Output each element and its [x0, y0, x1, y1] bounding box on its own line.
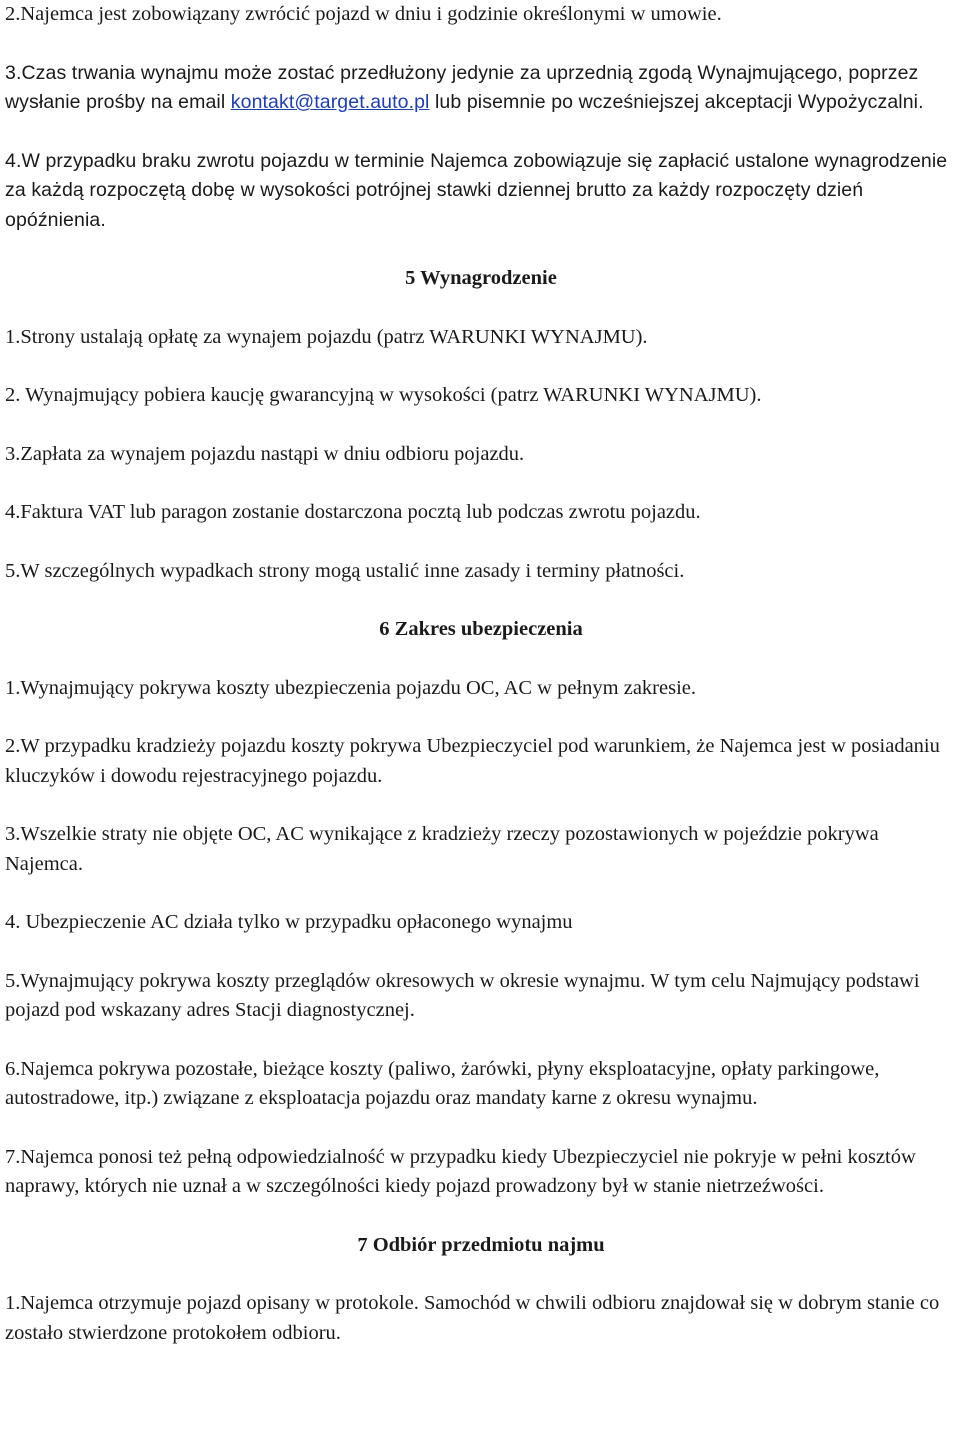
section6-item: 6.Najemca pokrywa pozostałe, bieżące koszty (paliwo, żarówki, płyny eksploatacyjne, opłaty parkingowe, autostradowe, itp.) związane z eksploatacja pojazdu oraz mandaty karne z okresu wynajmu.	[5, 1057, 880, 1109]
paragraph-extension-text: 3.Czas trwania wynajmu może zostać przedłużony jedynie za uprzednią zgodą Wynajmującego, poprzez wysłanie prośby na email	[5, 61, 919, 113]
paragraph-extension	[5, 59, 957, 118]
section6-item: 2.W przypadku kradzieży pojazdu koszty pokrywa Ubezpieczyciel pod warunkiem, że Najemca jest w posiadaniu kluczyków i dowodu rejestracyjnego pojazdu.	[5, 735, 940, 787]
section5-item: 1.Strony ustalają opłatę za wynajem pojazdu (patrz WARUNKI WYNAJMU).	[5, 325, 648, 348]
section-heading-pickup: 7 Odbiór przedmiotu najmu	[357, 1233, 605, 1256]
section6-item: 7.Najemca ponosi też pełną odpowiedzialność w przypadku kiedy Ubezpieczyciel nie pokryje w pełni kosztów naprawy, których nie uznał a w szczególności kiedy pojazd prowadzony był w stanie nietrzeźwości.	[5, 1145, 916, 1197]
document-page	[5, 0, 957, 1377]
section6-item: 1.Wynajmujący pokrywa koszty ubezpieczenia pojazdu OC, AC w pełnym zakresie.	[5, 676, 696, 699]
section5-item: 3.Zapłata za wynajem pojazdu nastąpi w dniu odbioru pojazdu.	[5, 442, 525, 465]
section7-item: 1.Najemca otrzymuje pojazd opisany w protokole. Samochód w chwili odbioru znajdował się w dobrym stanie co zostało stwierdzone protokołem odbioru.	[5, 1292, 940, 1344]
section5-item: 4.Faktura VAT lub paragon zostanie dostarczona pocztą lub podczas zwrotu pojazdu.	[5, 501, 701, 523]
section-heading-remuneration: 5 Wynagrodzenie	[405, 267, 557, 289]
email-link[interactable]: kontakt@target.auto.pl	[230, 91, 430, 113]
section5-item: 5.W szczególnych wypadkach strony mogą ustalić inne zasady i terminy płatności.	[5, 559, 685, 582]
section-heading-insurance: 6 Zakres ubezpieczenia	[379, 618, 583, 640]
section6-item: 4. Ubezpieczenie AC działa tylko w przypadku opłaconego wynajmu	[5, 911, 573, 933]
section6-item: 5.Wynajmujący pokrywa koszty przeglądów okresowych w okresie wynajmu. W tym celu Najmujący podstawi pojazd pod wskazany adres Stacji diagnostycznej.	[5, 969, 920, 1021]
section5-item: 2. Wynajmujący pobiera kaucję gwarancyjną w wysokości (patrz WARUNKI WYNAJMU).	[5, 384, 762, 406]
paragraph-return-date: 2.Najemca jest zobowiązany zwrócić pojazd w dniu i godzinie określonymi w umowie.	[5, 3, 722, 25]
paragraph-extension-text-end: lub pisemnie po wcześniejszej akceptacji Wypożyczalni.	[429, 91, 924, 113]
paragraph-late-return: 4.W przypadku braku zwrotu pojazdu w terminie Najemca zobowiązuje się zapłacić ustalone wynagrodzenie za każdą rozpoczętą dobę w wysokości potrójnej stawki dziennej brutto za każdy rozpoczęty dzień opóźnienia.	[5, 149, 948, 231]
section6-item: 3.Wszelkie straty nie objęte OC, AC wynikające z kradzieży rzeczy pozostawionych w pojeździe pokrywa Najemca.	[5, 823, 879, 875]
